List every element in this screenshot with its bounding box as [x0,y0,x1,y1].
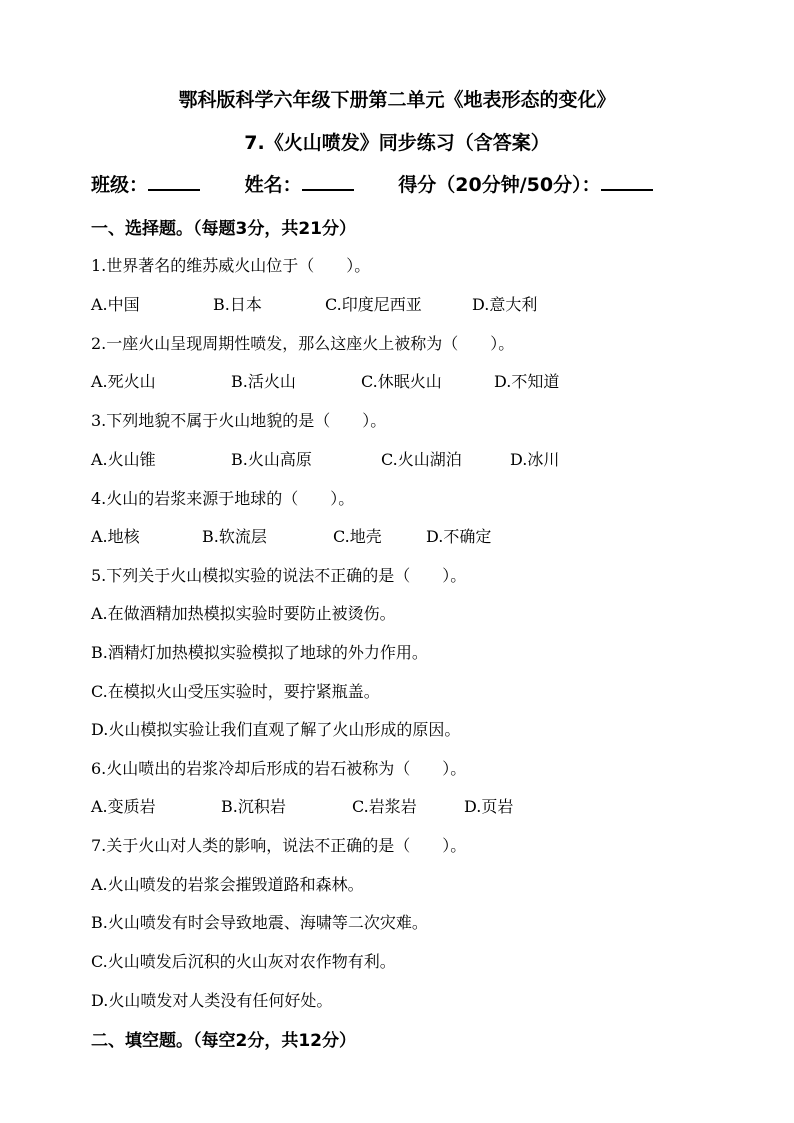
option-b[interactable]: B.火山喷发有时会导致地震、海啸等二次灾难。 [91,913,428,932]
option-b[interactable]: B.软流层 [202,527,267,546]
question-stem: 2.一座火山呈现周期性喷发，那么这座火上被称为（ ）。 [91,334,515,353]
option-b[interactable]: B.沉积岩 [221,797,286,816]
option-d[interactable]: D.火山模拟实验让我们直观了解了火山形成的原因。 [91,720,461,739]
score-blank[interactable] [601,171,653,191]
name-blank[interactable] [302,171,354,191]
page-subtitle: 7.《火山喷发》同步练习（含答案） [244,132,550,154]
option-a[interactable]: A.火山锥 [91,450,156,469]
option-b[interactable]: B.火山高原 [231,450,312,469]
question-stem: 1.世界著名的维苏威火山位于（ ）。 [91,256,371,275]
option-a[interactable]: A.火山喷发的岩浆会摧毁道路和森林。 [91,875,364,894]
option-d[interactable]: D.意大利 [472,295,538,314]
option-c[interactable]: C.印度尼西亚 [325,295,422,314]
question-stem: 5.下列关于火山模拟实验的说法不正确的是（ ）。 [91,566,467,585]
option-c[interactable]: C.在模拟火山受压实验时，要拧紧瓶盖。 [91,682,380,701]
option-d[interactable]: D.页岩 [464,797,514,816]
option-b[interactable]: B.酒精灯加热模拟实验模拟了地球的外力作用。 [91,643,428,662]
option-b[interactable]: B.活火山 [231,372,296,391]
option-a[interactable]: A.地核 [91,527,140,546]
question-stem: 6.火山喷出的岩浆冷却后形成的岩石被称为（ ）。 [91,759,467,778]
option-d[interactable]: D.不知道 [494,372,560,391]
name-field [245,170,354,197]
student-info-row [91,170,734,197]
option-c[interactable]: C.休眠火山 [361,372,442,391]
option-row [91,794,513,817]
option-c[interactable]: C.火山喷发后沉积的火山灰对农作物有利。 [91,952,396,971]
option-row [91,524,491,547]
option-a[interactable]: A.中国 [91,295,140,314]
section-heading-fill: 二、填空题。（每空2分，共12分） [91,1031,356,1051]
option-d[interactable]: D.不确定 [426,527,492,546]
option-a[interactable]: A.变质岩 [91,797,156,816]
option-row [91,369,559,392]
option-c[interactable]: C.岩浆岩 [352,797,417,816]
option-row [91,292,537,315]
option-row [91,447,559,470]
class-label: 班级： [91,174,149,196]
option-a[interactable]: A.在做酒精加热模拟实验时要防止被烫伤。 [91,604,396,623]
question-stem: 7.关于火山对人类的影响，说法不正确的是（ ）。 [91,836,467,855]
question-stem: 4.火山的岩浆来源于地球的（ ）。 [91,489,355,508]
class-blank[interactable] [148,171,200,191]
question-stem: 3.下列地貌不属于火山地貌的是（ ）。 [91,411,387,430]
score-label: 得分（20分钟/50分）： [398,174,601,196]
option-c[interactable]: C.地壳 [333,527,382,546]
option-a[interactable]: A.死火山 [91,372,156,391]
class-field [91,170,200,197]
name-label: 姓名： [244,174,302,196]
option-b[interactable]: B.日本 [213,295,262,314]
option-d[interactable]: D.冰川 [510,450,560,469]
option-c[interactable]: C.火山湖泊 [381,450,462,469]
section-heading-choice: 一、选择题。（每题3分，共21分） [91,219,356,239]
page-title: 鄂科版科学六年级下册第二单元《地表形态的变化》 [178,89,616,111]
score-field [398,170,652,197]
option-d[interactable]: D.火山喷发对人类没有任何好处。 [91,991,333,1010]
